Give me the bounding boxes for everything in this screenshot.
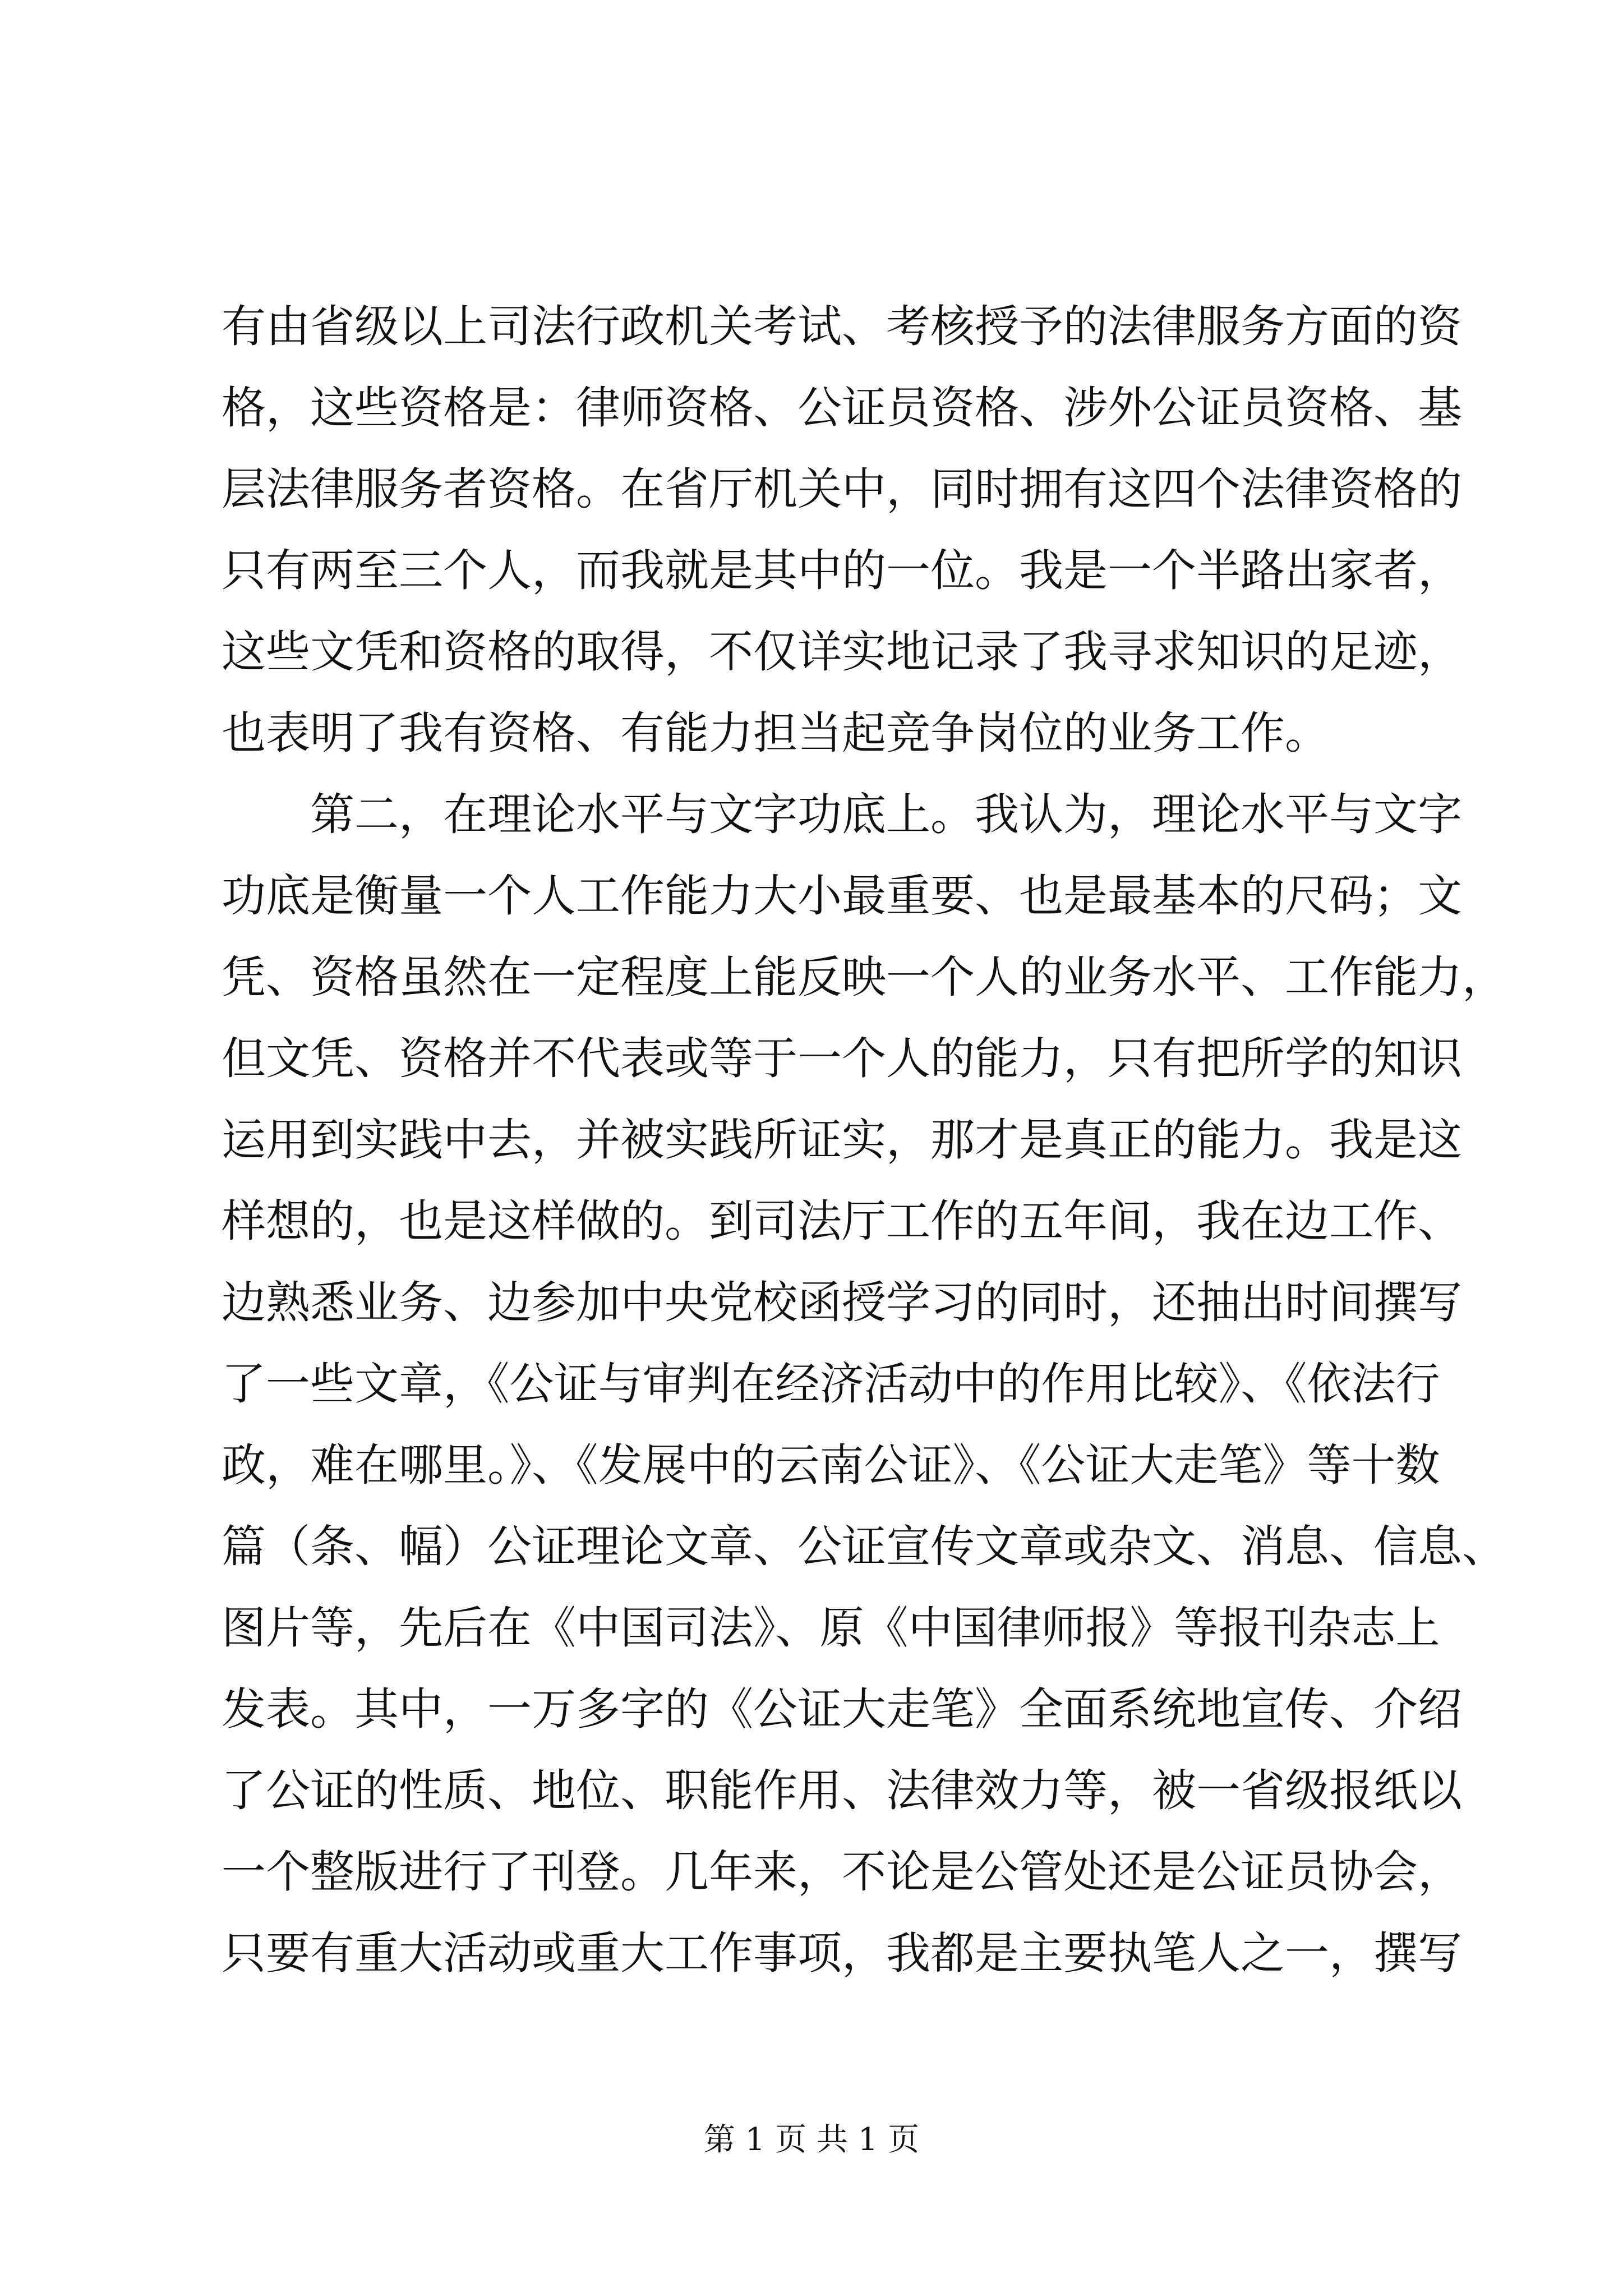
text-line: 图片等，先后在《中国司法》、原《中国律师报》等报刊杂志上 — [222, 1602, 1440, 1654]
text-line: 发表。其中，一万多字的《公证大走笔》全面系统地宣传、介绍 — [222, 1683, 1462, 1735]
text-line: 篇（条、幅）公证理论文章、公证宣传文章或杂文、消息、信息、 — [222, 1521, 1506, 1572]
text-line: 格，这些资格是：律师资格、公证员资格、涉外公证员资格、基 — [222, 382, 1462, 434]
text-line: 但文凭、资格并不代表或等于一个人的能力，只有把所学的知识 — [222, 1033, 1462, 1084]
text-line: 凭、资格虽然在一定程度上能反映一个人的业务水平、工作能力， — [222, 951, 1506, 1003]
page-footer — [0, 2115, 1623, 2160]
text-line: 层法律服务者资格。在省厅机关中，同时拥有这四个法律资格的 — [222, 463, 1462, 515]
text-line: 这些文凭和资格的取得，不仅详实地记录了我寻求知识的足迹， — [222, 626, 1462, 678]
text-line: 样想的，也是这样做的。到司法厅工作的五年间，我在边工作、 — [222, 1195, 1462, 1247]
text-line: 边熟悉业务、边参加中央党校函授学习的同时，还抽出时间撰写 — [222, 1277, 1462, 1328]
text-line: 了公证的性质、地位、职能作用、法律效力等，被一省级报纸以 — [222, 1765, 1462, 1816]
text-line: 了一些文章，《公证与审判在经济活动中的作用比较》、《依法行 — [222, 1358, 1440, 1410]
text-line: 只要有重大活动或重大工作事项，我都是主要执笔人之一，撰写 — [222, 1927, 1462, 1979]
text-line: 有由省级以上司法行政机关考试、考核授予的法律服务方面的资 — [222, 301, 1462, 352]
text-line: 只有两至三个人，而我就是其中的一位。我是一个半路出家者， — [222, 545, 1462, 596]
body-text — [222, 286, 1506, 1994]
text-line-paragraph-start: 第二，在理论水平与文字功底上。我认为，理论水平与文字 — [310, 789, 1462, 840]
text-line: 政，难在哪里。》、《发展中的云南公证》、《公证大走笔》等十数 — [222, 1439, 1440, 1491]
text-line: 功底是衡量一个人工作能力大小最重要、也是最基本的尺码；文 — [222, 870, 1462, 922]
page-number-label: 第 1 页 共 1 页 — [703, 2122, 920, 2158]
text-line: 运用到实践中去，并被实践所证实，那才是真正的能力。我是这 — [222, 1114, 1462, 1166]
text-line: 也表明了我有资格、有能力担当起竞争岗位的业务工作。 — [222, 707, 1329, 759]
text-line: 一个整版进行了刊登。几年来，不论是公管处还是公证员协会， — [222, 1846, 1462, 1898]
